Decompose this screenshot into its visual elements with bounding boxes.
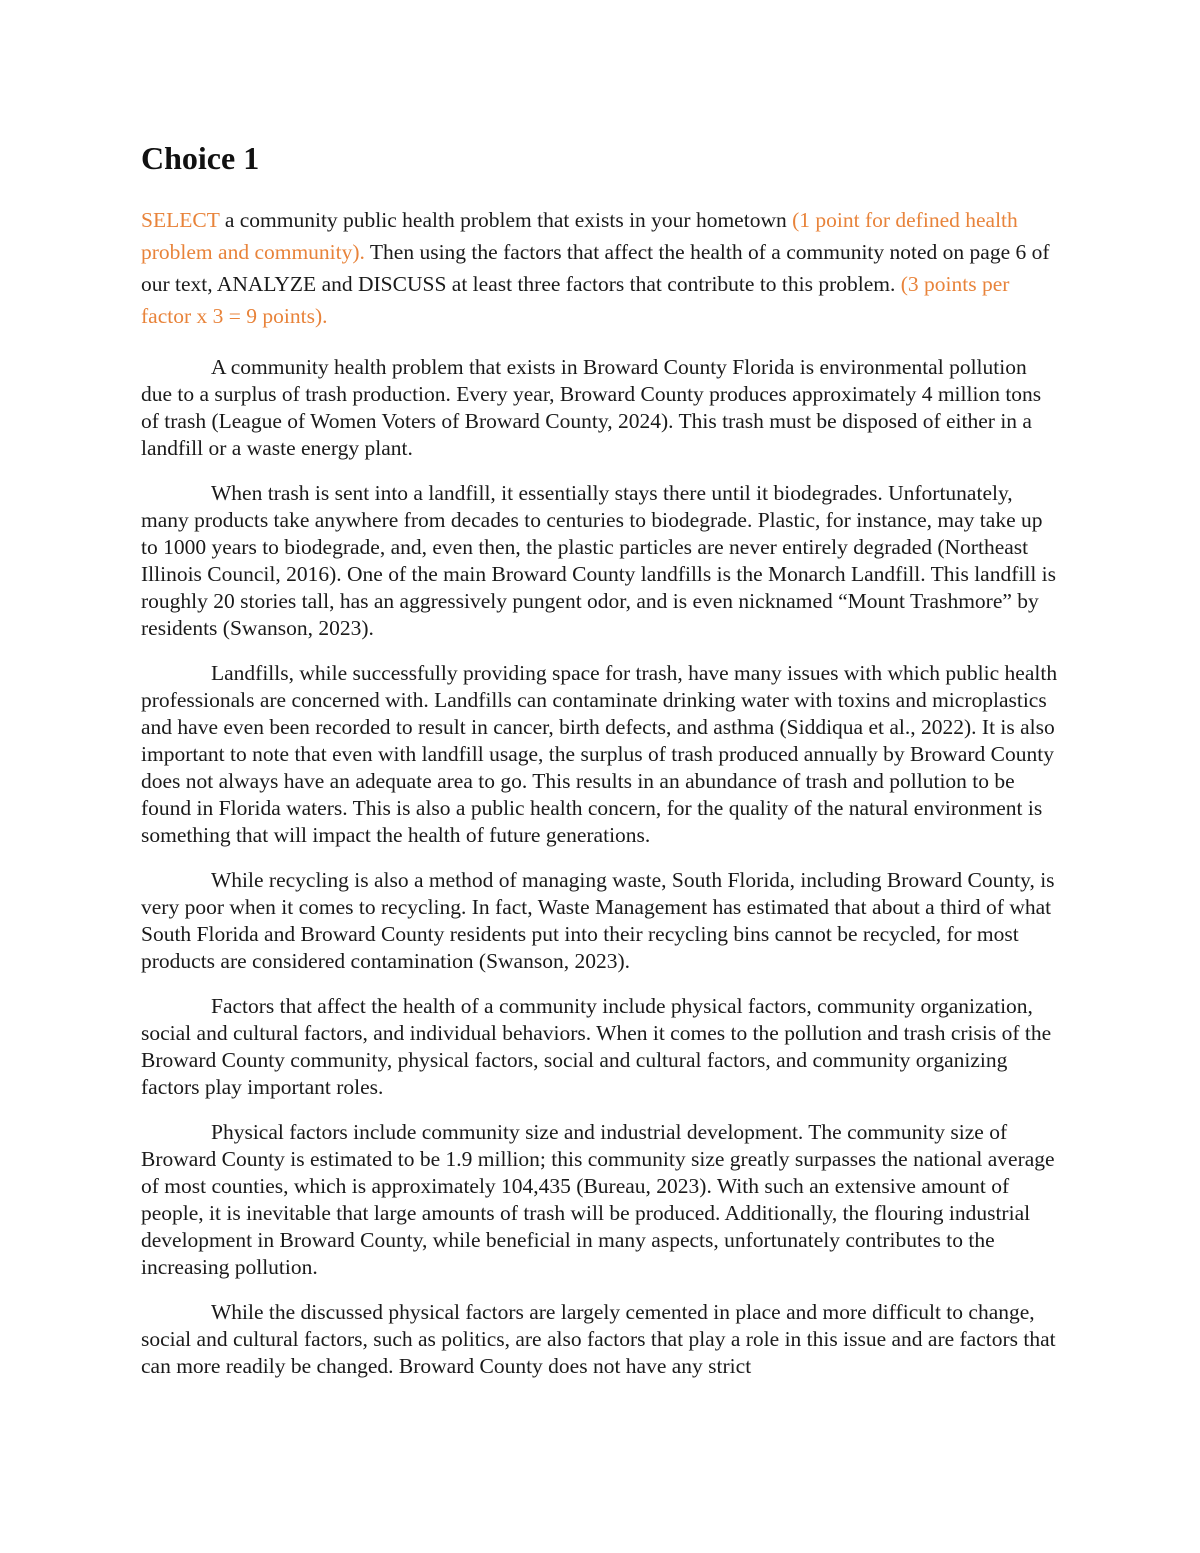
prompt-text-2: Then using the factors that affect the health of a community noted on page 6 of our text, ANALYZE and DISCUSS at least three factors that contribute to this problem. <box>141 240 1050 296</box>
prompt-text-1: a community public health problem that exists in your hometown <box>219 208 793 232</box>
prompt-select-keyword: SELECT <box>141 208 220 232</box>
body-paragraph-2: When trash is sent into a landfill, it essentially stays there until it biodegrades. Unfortunately, many products take anywhere from decades to centuries to biodegrade. Plastic, for instance, may take up to 1000 years to biodegrade, and, even then, the plastic particles are never entirely degraded (Northeast Illinois Council, 2016). One of the main Broward County landfills is the Monarch Landfill. This landfill is roughly 20 stories tall, has an aggressively pungent odor, and is even nicknamed “Mount Trashmore” by residents (Swanson, 2023). <box>141 481 1057 640</box>
body-paragraph-7: While the discussed physical factors are largely cemented in place and more difficult to change, social and cultural factors, such as politics, are also factors that play a role in this issue and are factors that can more readily be changed. Broward County does not have any strict <box>141 1300 1056 1378</box>
body-paragraph-1: A community health problem that exists in Broward County Florida is environmental pollution due to a surplus of trash production. Every year, Broward County produces approximately 4 million tons of trash (League of Women Voters of Broward County, 2024). This trash must be disposed of either in a landfill or a waste energy plant. <box>141 355 1042 460</box>
body-paragraph-5: Factors that affect the health of a community include physical factors, community organization, social and cultural factors, and individual behaviors. When it comes to the pollution and trash crisis of the Broward County community, physical factors, social and cultural factors, and community organizing factors play important roles. <box>141 994 1052 1099</box>
body-paragraph-6: Physical factors include community size and industrial development. The community size of Broward County is estimated to be 1.9 million; this community size greatly surpasses the national average of most counties, which is approximately 104,435 (Bureau, 2023). With such an extensive amount of people, it is inevitable that large amounts of trash will be produced. Additionally, the flouring industrial development in Broward County, while beneficial in many aspects, unfortunately contributes to the increasing pollution. <box>141 1120 1055 1279</box>
body-paragraph-4: While recycling is also a method of managing waste, South Florida, including Broward County, is very poor when it comes to recycling. In fact, Waste Management has estimated that about a third of what South Florida and Broward County residents put into their recycling bins cannot be recycled, for most products are considered contamination (Swanson, 2023). <box>141 868 1055 973</box>
page-title: Choice 1 <box>141 140 260 176</box>
document-page <box>141 138 1059 1398</box>
assignment-prompt <box>141 204 1059 332</box>
prompt-points-defined: (1 point for defined health problem and community). <box>141 208 1018 264</box>
body-paragraph-3: Landfills, while successfully providing space for trash, have many issues with which public health professionals are concerned with. Landfills can contaminate drinking water with toxins and microplastics and have even been recorded to result in cancer, birth defects, and asthma (Siddiqua et al., 2022). It is also important to note that even with landfill usage, the surplus of trash produced annually by Broward County does not always have an adequate area to go. This results in an abundance of trash and pollution to be found in Florida waters. This is also a public health concern, for the quality of the natural environment is something that will impact the health of future generations. <box>141 661 1058 847</box>
prompt-points-factors: (3 points per factor x 3 = 9 points). <box>141 272 1010 328</box>
